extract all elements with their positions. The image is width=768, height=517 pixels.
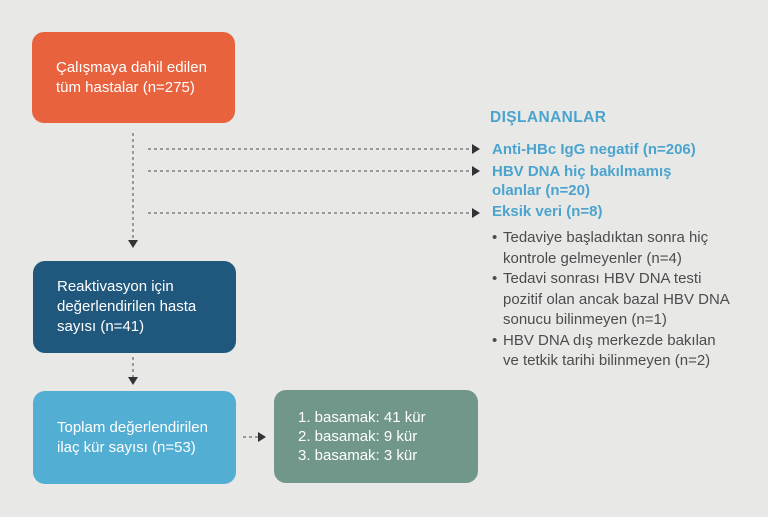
detail-line: kontrole gelmeyenler (n=4) [503, 249, 682, 267]
bullet-marker: • [492, 229, 498, 246]
flow-box-total-cures [33, 391, 236, 484]
bullet-marker: • [492, 331, 498, 349]
connector-total-to-steps [243, 436, 258, 438]
exclusion-reason-missing-data [492, 203, 602, 222]
box-line: ilaç kür sayısı (n=53) [57, 438, 196, 456]
box-line: 1. basamak: 41 kür [298, 409, 426, 426]
exclusion-details-list [492, 228, 742, 372]
reason-line: HBV DNA hiç bakılmamış [492, 163, 672, 180]
box-line: 2. basamak: 9 kür [298, 428, 418, 445]
exclusion-detail-item [492, 228, 742, 269]
flow-box-reactivation-patients [33, 261, 236, 353]
exclusions-title: DIŞLANANLAR [490, 109, 607, 126]
connector-exclusion-2 [148, 170, 472, 172]
box-line: Toplam değerlendirilen [57, 418, 208, 436]
arrow-down-icon [128, 377, 138, 385]
detail-line: Tedavi sonrası HBV DNA testi [503, 270, 702, 287]
exclusion-reason-antihbc [492, 141, 696, 160]
detail-line: HBV DNA dış merkezde bakılan [503, 331, 716, 349]
connector-included-to-reactivation [132, 133, 134, 241]
box-line: değerlendirilen hasta [57, 298, 197, 315]
box-line: Reaktivasyon için [57, 278, 174, 295]
reason-line: Eksik veri (n=8) [492, 203, 603, 220]
bullet-marker: • [492, 270, 498, 287]
detail-line: Tedaviye başladıktan sonra hiç [503, 229, 709, 246]
box-line: tüm hastalar (n=275) [56, 78, 195, 96]
detail-line: sonucu bilinmeyen (n=1) [503, 311, 667, 328]
arrow-right-icon [258, 432, 266, 442]
arrow-right-icon [472, 208, 480, 218]
box-line: sayısı (n=41) [57, 318, 145, 335]
detail-line: ve tetkik tarihi bilinmeyen (n=2) [503, 352, 711, 369]
detail-line: pozitif olan ancak bazal HBV DNA [503, 290, 730, 308]
arrow-down-icon [128, 240, 138, 248]
flow-box-included-patients [32, 32, 235, 123]
reason-line: Anti-HBc IgG negatif (n=206) [492, 141, 696, 158]
box-line: 3. basamak: 3 kür [298, 447, 418, 464]
box-line: Çalışmaya dahil edilen [56, 58, 207, 76]
arrow-right-icon [472, 144, 480, 154]
exclusion-detail-item [492, 269, 742, 331]
exclusion-reason-hbvdna [492, 163, 672, 200]
connector-exclusion-1 [148, 148, 472, 150]
connector-exclusion-3 [148, 212, 472, 214]
exclusion-detail-item [492, 331, 742, 372]
connector-reactivation-to-total [132, 357, 134, 378]
flow-box-treatment-steps [274, 390, 478, 483]
arrow-right-icon [472, 166, 480, 176]
reason-line: olanlar (n=20) [492, 181, 590, 199]
